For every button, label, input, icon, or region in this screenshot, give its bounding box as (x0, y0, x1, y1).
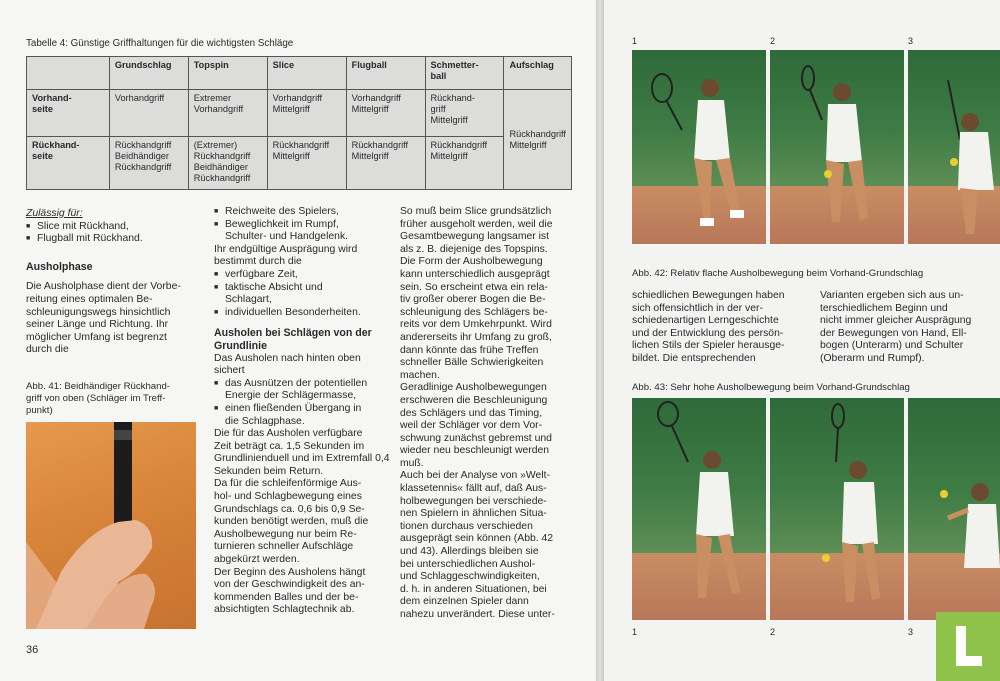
grip-table (26, 56, 572, 190)
list-item: ■ Slice mit Rückhand, (26, 221, 196, 234)
paragraph: Die Ausholphase dient der Vorbe- reitung eines optimalen Be- schleunigungswegs hinsichtlich seiner Länge und Richtung. Ihr möglicher Umfang ist begrenzt durch die (26, 281, 181, 356)
frame-number: 3 (908, 627, 914, 637)
list-item: ■ individuellen Besonderheiten. (214, 307, 390, 320)
table-row (27, 90, 572, 137)
table-header-cell (27, 57, 110, 90)
figure-42-caption: Abb. 42: Relativ flache Ausholbewegung beim Vorhand-Grundschlag (632, 268, 924, 279)
right-column-b: Varianten ergeben sich aus un- terschiedlichem Beginn und nicht immer gleicher Ausprägung der Bewegungen von Hand, Ell- bogen (Unterarm) und Schulter (Oberarm und Rumpf). (820, 290, 972, 364)
table-header-row (27, 57, 572, 90)
table-cell: Extremer Vorhandgriff (188, 90, 267, 137)
table-cell: Rückhandgriff Mittelgriff (346, 137, 425, 190)
table-cell-aufschlag: Rückhandgriff Mittelgriff (504, 90, 572, 190)
figure-43-caption: Abb. 43: Sehr hohe Ausholbewegung beim Vorhand-Grundschlag (632, 382, 910, 393)
figure-41-photo (26, 422, 196, 629)
frame-number: 1 (632, 627, 638, 637)
paragraph: Das Ausholen nach hinten oben sichert (214, 352, 361, 377)
table-cell: Rückhand- griff Mittelgriff (425, 90, 504, 137)
section-heading: Ausholen bei Schlägen von der Grundlinie (214, 327, 372, 352)
figure-43-frame-3 (908, 398, 1000, 620)
table-cell: Rückhandgriff Mittelgriff (425, 137, 504, 190)
paragraph: Die für das Ausholen verfügbare Zeit beträgt ca. 1,5 Sekunden im Grundlinienduell und im Extremfall 0,4 Sekunden beim Return. Da für die schleifenförmige Aus- hol- und Schlagbewegung eines Grundschlags ca. 0,6 bis 0,9 Se- kunden benötigt werden, muß die Ausholbewegung nur beim Re- turnieren schneller Aufschläge abgekürzt werden. Der Beginn des Ausholens hängt von der Geschwindigkeit des an- kommenden Balles und der be- absichtigten Schlagtechnik ab. (214, 428, 390, 616)
table-cell: (Extremer) Rückhandgriff Beidhändiger Rückhandgriff (188, 137, 267, 190)
bullet-list (214, 206, 390, 244)
bullet-list (214, 378, 390, 428)
list-item: ■ Beweglichkeit im Rumpf, Schulter- und Handgelenk. (214, 219, 390, 244)
list-item: ■ Reichweite des Spielers, (214, 206, 390, 219)
frame-number: 2 (770, 36, 776, 46)
figure-42-frame-1 (632, 50, 766, 244)
page-number: 36 (26, 644, 39, 656)
figure-43-frame-2 (770, 398, 904, 620)
table-row-head: Rückhand- seite (27, 137, 110, 190)
list-item: ■ verfügbare Zeit, (214, 269, 390, 282)
table-header-cell: Aufschlag (504, 57, 572, 90)
right-page (604, 0, 1000, 681)
figure-43-frame-1 (632, 398, 766, 620)
table-cell: Vorhandgriff (109, 90, 188, 137)
allowed-title: Zulässig für: (26, 208, 83, 219)
table-title: Tabelle 4: Günstige Griffhaltungen für die wichtigsten Schläge (26, 38, 294, 49)
table-header-cell: Topspin (188, 57, 267, 90)
list-item: ■ das Ausnützen der potentiellen Energie der Schlägermasse, (214, 378, 390, 403)
book-gutter (596, 0, 604, 681)
table-cell: Vorhandgriff Mittelgriff (346, 90, 425, 137)
column-2 (214, 206, 390, 617)
bullet-list (214, 269, 390, 319)
table-cell: Vorhandgriff Mittelgriff (267, 90, 346, 137)
allowed-list (26, 221, 196, 246)
table-row-head: Vorhand- seite (27, 90, 110, 137)
table-header-cell: Slice (267, 57, 346, 90)
list-item: ■ einen fließenden Übergang in die Schlagphase. (214, 403, 390, 428)
list-item: ■ Flugball mit Rückhand. (26, 233, 196, 246)
frame-number: 3 (908, 36, 914, 46)
table-cell: Rückhandgriff Beidhändiger Rückhandgriff (109, 137, 188, 190)
paragraph: Ihr endgültige Ausprägung wird bestimmt durch die (214, 243, 358, 268)
figure-41-caption: Abb. 41: Beidhändiger Rückhand- griff von oben (Schläger im Treff- punkt) (26, 381, 171, 416)
table-cell: Rückhandgriff Mittelgriff (267, 137, 346, 190)
column-1 (26, 208, 196, 357)
section-heading: Ausholphase (26, 260, 93, 273)
column-3: So muß beim Slice grundsätzlich früher ausgeholt werden, weil die Gesamtbewegung langsamer ist als z. B. diejenige des Topspins. Die Form der Ausholbewegung kann unterschiedlich ausgeprägt sein. So erscheint etwa ein rela- tiv großer oberer Bogen die Be- schleunigung des Schlägers be- reits vor dem Umkehrpunkt. Wird andererseits ihr Umfang zu groß, dann könnte das frühe Treffen schneller Bälle Schwierigkeiten machen. Geradlinige Ausholbewegungen erschweren die Beschleunigung des Schlägers und das Timing, weil der Schläger vor dem Vor- schwung zunächst gebremst und wieder neu beschleunigt werden muß. Auch bei der Analyse von »Welt- klassetennis« fällt auf, daß Aus- holbewegungen bei verschiede- nen Spielern in ähnlichen Situa- tionen durchaus verschieden ausgeprägt sein können (Abb. 42 und 43). Allerdings bleiben sie bei unterschiedlichen Aushol- und Schlaggeschwindigkeiten, d. h. in anderen Situationen, bei dem einzelnen Spieler dann nahezu unverändert. Diese unter- (400, 206, 555, 620)
table-row (27, 137, 572, 190)
watermark-logo-icon (936, 612, 1000, 681)
table-header-cell: Flugball (346, 57, 425, 90)
list-item: ■ taktische Absicht und Schlagart, (214, 282, 390, 307)
table-header-cell: Schmetter- ball (425, 57, 504, 90)
right-column-a: schiedlichen Bewegungen haben sich offensichtlich in der ver- schiedenartigen Lerngeschichte und der Entwicklung des persön- lichen Stils der Spieler herausge- bildet. Die entsprechenden (632, 290, 785, 364)
table-header-cell: Grundschlag (109, 57, 188, 90)
frame-number: 1 (632, 36, 638, 46)
frame-number: 2 (770, 627, 776, 637)
figure-42-frame-3 (908, 50, 1000, 244)
figure-42-frame-2 (770, 50, 904, 244)
